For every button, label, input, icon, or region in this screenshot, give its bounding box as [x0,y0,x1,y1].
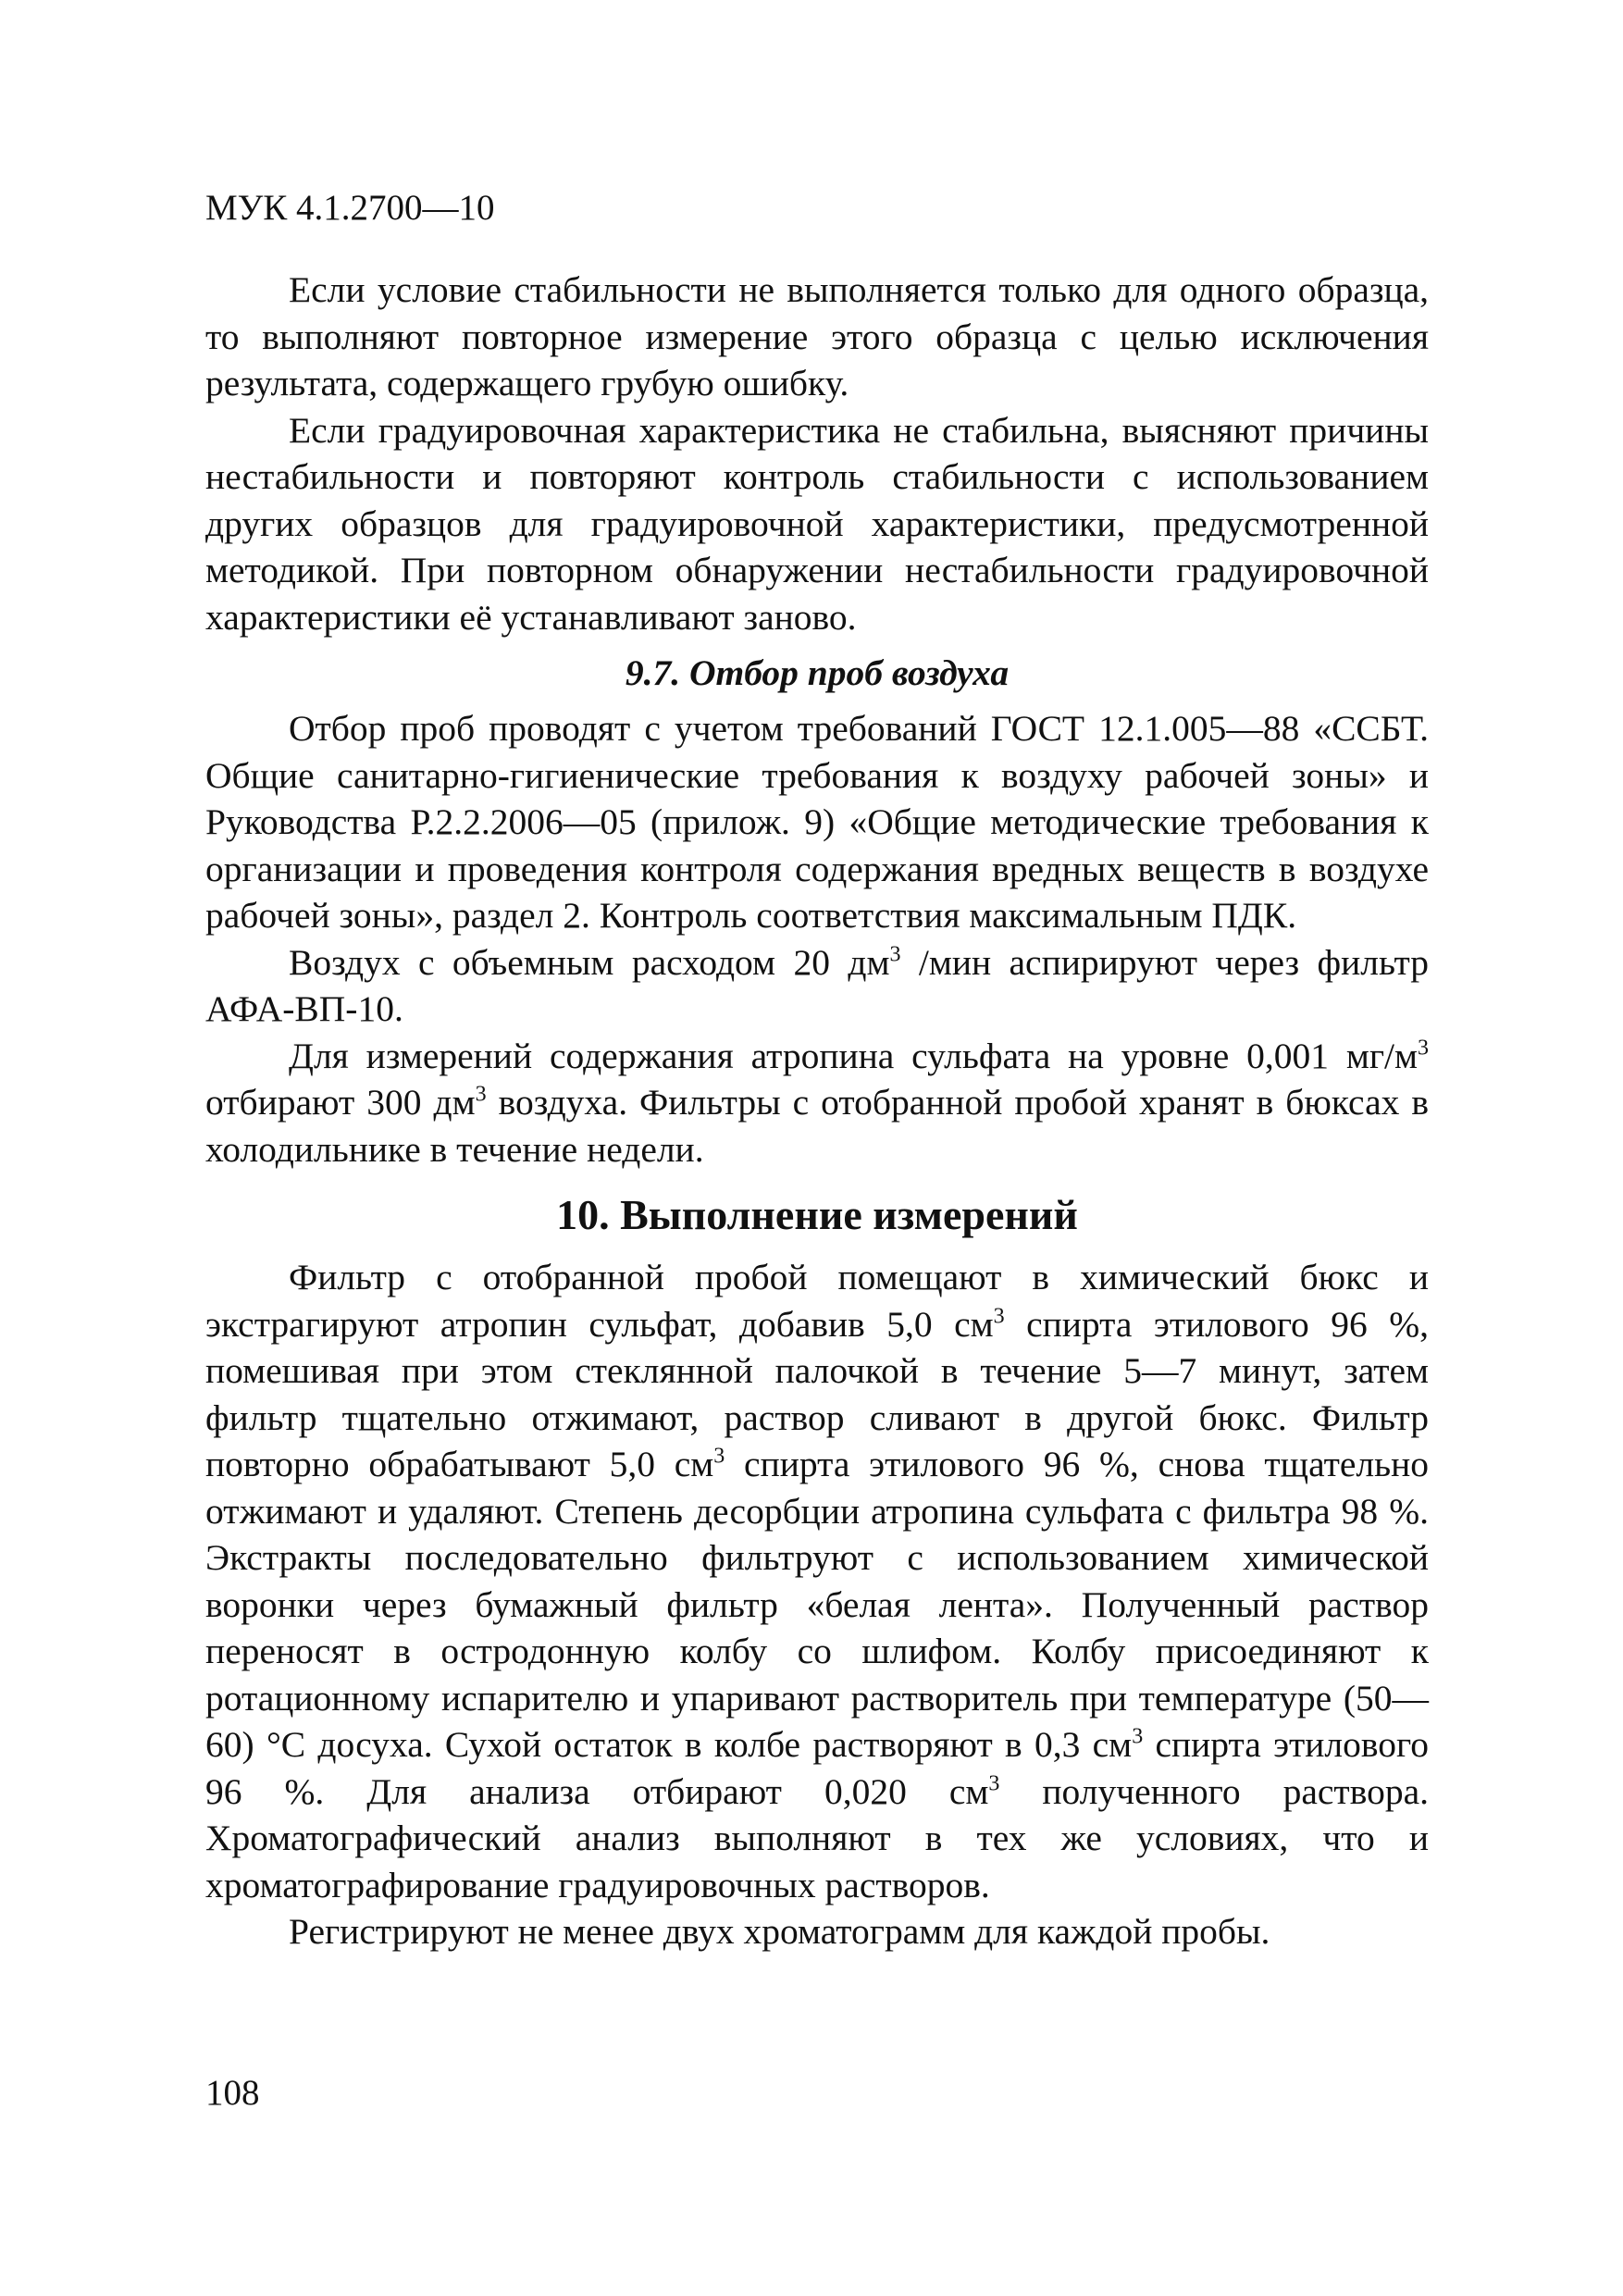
subsection-title-air-sampling: 9.7. Отбор проб воздуха [625,652,1010,693]
paragraph-sample-volume: Для измерений содержания атропина сульфата на уровне 0,001 $мг/м^3$ отбирают 300 $дм^3$ воздуха. Фильтры с отобранной пробой хранят в бюксах в холодильнике в течение недели. [205,1035,1429,1170]
paragraph-stability-sample: Если условие стабильности не выполняется только для одного образца, то выполняют повторное измерение этого образца с целью исключения результата, содержащего грубую ошибку. [205,269,1429,403]
paragraph-calibration-unstable: Если градуировочная характеристика не стабильна, выясняют причины нестабильности и повторяют контроль стабильности с использованием других образцов для градуировочной характеристики, предусмотренной методикой. При повторном обнаружении нестабильности градуировочной характеристики её устанавливают заново. [205,409,1429,638]
document-page [205,185,1429,1955]
page-number: 108 [205,2073,260,2113]
running-head: МУК 4.1.2700—10 [205,188,495,228]
section-title-measurements: 10. Выполнение измерений [556,1191,1078,1238]
paragraph-chromatogram-count: Регистрируют не менее двух хроматограмм для каждой пробы. [289,1911,1270,1952]
paragraph-extraction-procedure: Фильтр с отобранной пробой помещают в химический бюкс и экстрагируют атропин сульфат, добавив 5,0 $см^3$ спирта этилового 96 %, помешивая при этом стеклянной палочкой в течение 5—7 минут, затем фильтр тщательно отжимают, раствор сливают в другой бюкс. Фильтр повторно обрабатывают 5,0 $см^3$ спирта этилового 96 %, снова тщательно отжимают и удаляют. Степень десорбции атропина сульфата с фильтра 98 %. Экстракты последовательно фильтруют с использованием химической воронки через бумажный фильтр «белая лента». Полученный раствор переносят в остродонную колбу со шлифом. Колбу присоединяют к ротационному испарителю и упаривают растворитель при температуре (50—60) °С досуха. Сухой остаток в колбе растворяют в 0,3 $см^3$ спирта этилового 96 %. Для анализа отбирают 0,020 $см^3$ полученного раствора. Хроматографический анализ выполняют в тех же условиях, что и хроматографирование градуировочных растворов. [205,1257,1429,1905]
paragraph-sampling-standards: Отбор проб проводят с учетом требований ГОСТ 12.1.005—88 «ССБТ. Общие санитарно-гигиенические требования к воздуху рабочей зоны» и Руководства Р.2.2.2006—05 (прилож. 9) «Общие методические требования к организации и проведения контроля содержания вредных веществ в воздухе рабочей зоны», раздел 2. Контроль соответствия максимальным ПДК. [205,708,1429,936]
paragraph-air-flow-rate: Воздух с объемным расходом 20 $дм^3$ /мин аспирируют через фильтр АФА-ВП-10. [205,941,1430,1029]
